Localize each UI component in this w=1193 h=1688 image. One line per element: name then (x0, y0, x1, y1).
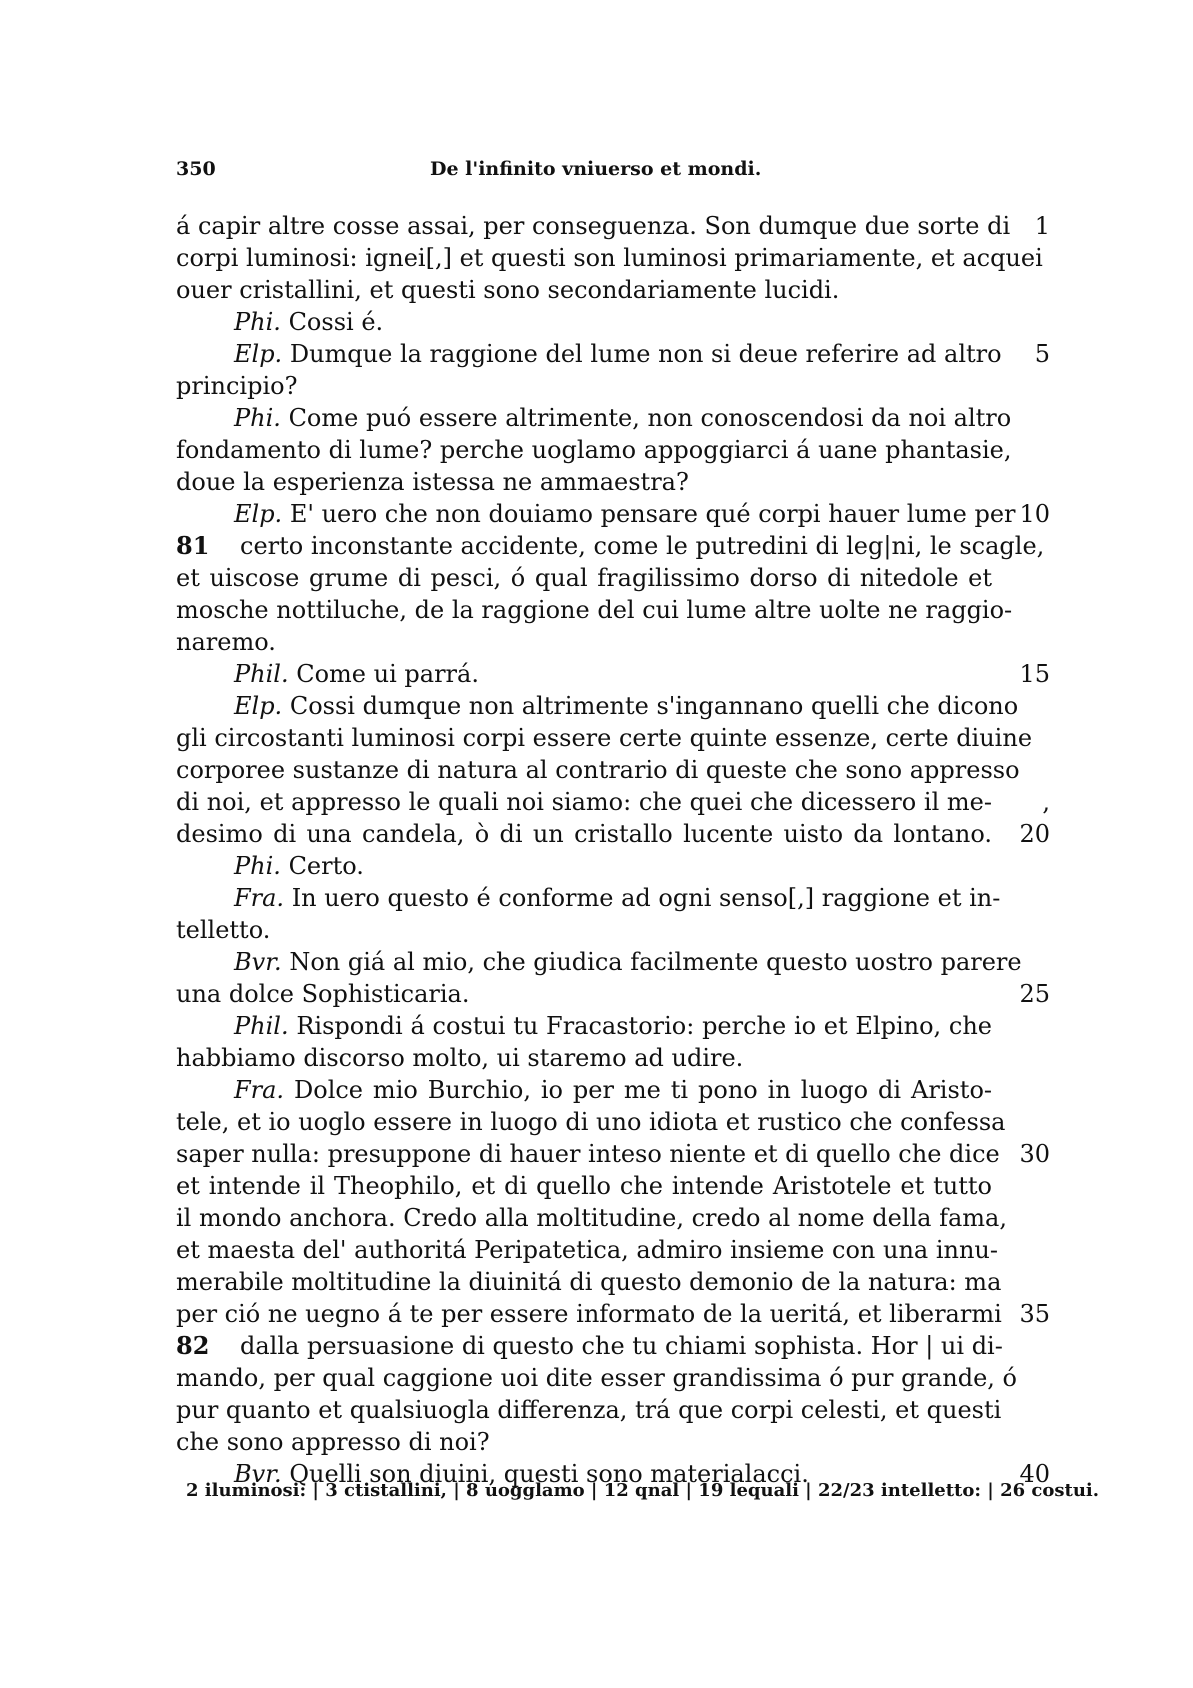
line-number: 30 (1019, 1140, 1050, 1168)
text-line (176, 242, 1043, 274)
line-text: doue la esperienza istessa ne ammaestra? (176, 468, 689, 496)
line-text: naremo. (176, 628, 276, 656)
text-line (176, 1074, 992, 1106)
text-line (176, 434, 1012, 466)
line-text: et intende il Theophilo, et di quello che intende Aristotele et tutto (176, 1172, 992, 1200)
text-line (176, 562, 992, 594)
text-line (176, 594, 1013, 626)
speaker-label: Phi. (234, 852, 281, 880)
margin-page-reference: 82 (176, 1331, 210, 1360)
speaker-label: Phi. (234, 404, 281, 432)
line-text: Come puó essere altrimente, non conoscendosi da noi altro (288, 404, 1012, 432)
text-line (176, 722, 1033, 754)
text-body (176, 210, 1050, 1490)
line-text: telletto. (176, 916, 271, 944)
text-line (176, 402, 1012, 434)
text-line (176, 1138, 1050, 1170)
text-line (176, 306, 992, 338)
text-line (176, 1106, 1006, 1138)
text-line (176, 1010, 992, 1042)
line-text: certo inconstante accidente, come le putredini di leg|ni, le scagle, (240, 532, 1045, 560)
text-line (176, 818, 1050, 850)
speaker-label: Fra. (234, 1076, 285, 1104)
text-line (176, 658, 1050, 690)
line-text: Quelli son diuini, questi sono materialacci. (289, 1460, 809, 1488)
line-text: una dolce Sophisticaria. (176, 980, 470, 1008)
text-line (176, 626, 992, 658)
running-header (176, 158, 1034, 184)
line-text: Come ui parrá. (296, 660, 479, 688)
text-line (176, 466, 992, 498)
line-text: Cossi dumque non altrimente s'ingannano quelli che dicono (289, 692, 1019, 720)
line-text: habbiamo discorso molto, ui staremo ad udire. (176, 1044, 744, 1072)
line-text: che sono appresso di noi? (176, 1428, 490, 1456)
text-line (176, 1266, 1002, 1298)
text-line (176, 1426, 992, 1458)
line-text: il mondo anchora. Credo alla moltitudine, credo al nome della fama, (176, 1204, 1007, 1232)
speaker-label: Fra. (234, 884, 285, 912)
line-text: saper nulla: presuppone di hauer inteso niente et di quello che dice (176, 1140, 1000, 1168)
text-line (176, 850, 992, 882)
line-text: In uero questo é conforme ad ogni senso[,] raggione et in- (291, 884, 1001, 912)
text-line (176, 786, 1050, 818)
line-text: ouer cristallini, et questi sono secondariamente lucidi. (176, 276, 840, 304)
line-text: dalla persuasione di questo che tu chiami sophista. Hor | ui di- (240, 1332, 1003, 1360)
line-number: 15 (1019, 660, 1050, 688)
text-line (176, 210, 1050, 242)
line-text: E' uero che non douiamo pensare qué corpi hauer lume per (289, 500, 1016, 528)
text-line (176, 914, 992, 946)
text-line (176, 1394, 1002, 1426)
text-line (176, 882, 1001, 914)
line-text: mosche nottiluche, de la raggione del cui lume altre uolte ne raggio- (176, 596, 1013, 624)
text-line (176, 1234, 998, 1266)
text-line (176, 1298, 1050, 1330)
line-text: Dolce mio Burchio, io per me ti pono in luogo di Aristo- (294, 1076, 992, 1104)
speaker-label: Phil. (234, 1012, 289, 1040)
speaker-label: Elp. (234, 692, 283, 720)
line-number: 20 (1019, 820, 1050, 848)
text-line (176, 754, 1020, 786)
text-line (176, 1202, 1007, 1234)
text-line (176, 1042, 992, 1074)
text-line (176, 530, 1045, 562)
footnote-apparatus: 2 iluminosi: | 3 ctistallini, | 8 uogglamo | 12 qnal | 19 lequali | 22/23 intelletto: | 26 costui. (186, 1480, 1100, 1501)
line-text: fondamento di lume? perche uoglamo appoggiarci á uane phantasie, (176, 436, 1012, 464)
text-line (176, 338, 1050, 370)
line-text: gli circostanti luminosi corpi essere certe quinte essenze, certe diuine (176, 724, 1033, 752)
line-text: Non giá al mio, che giudica facilmente questo uostro parere (289, 948, 1022, 976)
line-text: et maesta del' authoritá Peripatetica, admiro insieme con una innu- (176, 1236, 998, 1264)
line-text: mando, per qual caggione uoi dite esser grandissima ó pur grande, ó (176, 1364, 1017, 1392)
line-text: corpi luminosi: ignei[,] et questi son luminosi primariamente, et acquei (176, 244, 1043, 272)
page-number: 350 (176, 158, 216, 180)
margin-page-reference: 81 (176, 531, 210, 560)
line-number: 25 (1019, 980, 1050, 1008)
speaker-label: Phi. (234, 308, 281, 336)
text-line (176, 1170, 992, 1202)
text-line (176, 498, 1050, 530)
text-line (176, 274, 992, 306)
line-text: desimo di una candela, ò di un cristallo lucente uisto da lontano. (176, 820, 992, 848)
line-number: 35 (1019, 1300, 1050, 1328)
line-text: di noi, et appresso le quali noi siamo: che quei che dicessero il me- (176, 788, 992, 816)
line-text: per ció ne uegno á te per essere informato de la ueritá, et liberarmi (176, 1300, 1002, 1328)
text-line (176, 370, 992, 402)
line-number: 1 (1034, 212, 1050, 240)
text-line (176, 946, 1022, 978)
line-text: Rispondi á costui tu Fracastorio: perche io et Elpino, che (296, 1012, 993, 1040)
text-line (176, 690, 1019, 722)
line-number: 40 (1019, 1460, 1050, 1488)
speaker-label: Elp. (234, 500, 283, 528)
text-line (176, 1330, 1003, 1362)
line-number: , (1042, 788, 1050, 816)
line-text: corporee sustanze di natura al contrario di queste che sono appresso (176, 756, 1020, 784)
speaker-label: Bvr. (234, 948, 282, 976)
running-title: De l'infinito vniuerso et mondi. (430, 158, 762, 180)
line-text: tele, et io uoglo essere in luogo di uno idiota et rustico che confessa (176, 1108, 1006, 1136)
text-line (176, 1362, 1017, 1394)
line-text: pur quanto et qualsiuogla differenza, trá que corpi celesti, et questi (176, 1396, 1002, 1424)
line-text: á capir altre cosse assai, per conseguenza. Son dumque due sorte di (176, 212, 1011, 240)
line-text: merabile moltitudine la diuinitá di questo demonio de la natura: ma (176, 1268, 1002, 1296)
line-text: principio? (176, 372, 298, 400)
line-number: 10 (1019, 500, 1050, 528)
speaker-label: Elp. (234, 340, 283, 368)
speaker-label: Bvr. (234, 1460, 282, 1488)
speaker-label: Phil. (234, 660, 289, 688)
line-number: 5 (1034, 340, 1050, 368)
line-text: Cossi é. (288, 308, 384, 336)
line-text: et uiscose grume di pesci, ó qual fragilissimo dorso di nitedole et (176, 564, 992, 592)
text-line (176, 978, 1050, 1010)
line-text: Certo. (288, 852, 364, 880)
line-text: Dumque la raggione del lume non si deue referire ad altro (289, 340, 1002, 368)
